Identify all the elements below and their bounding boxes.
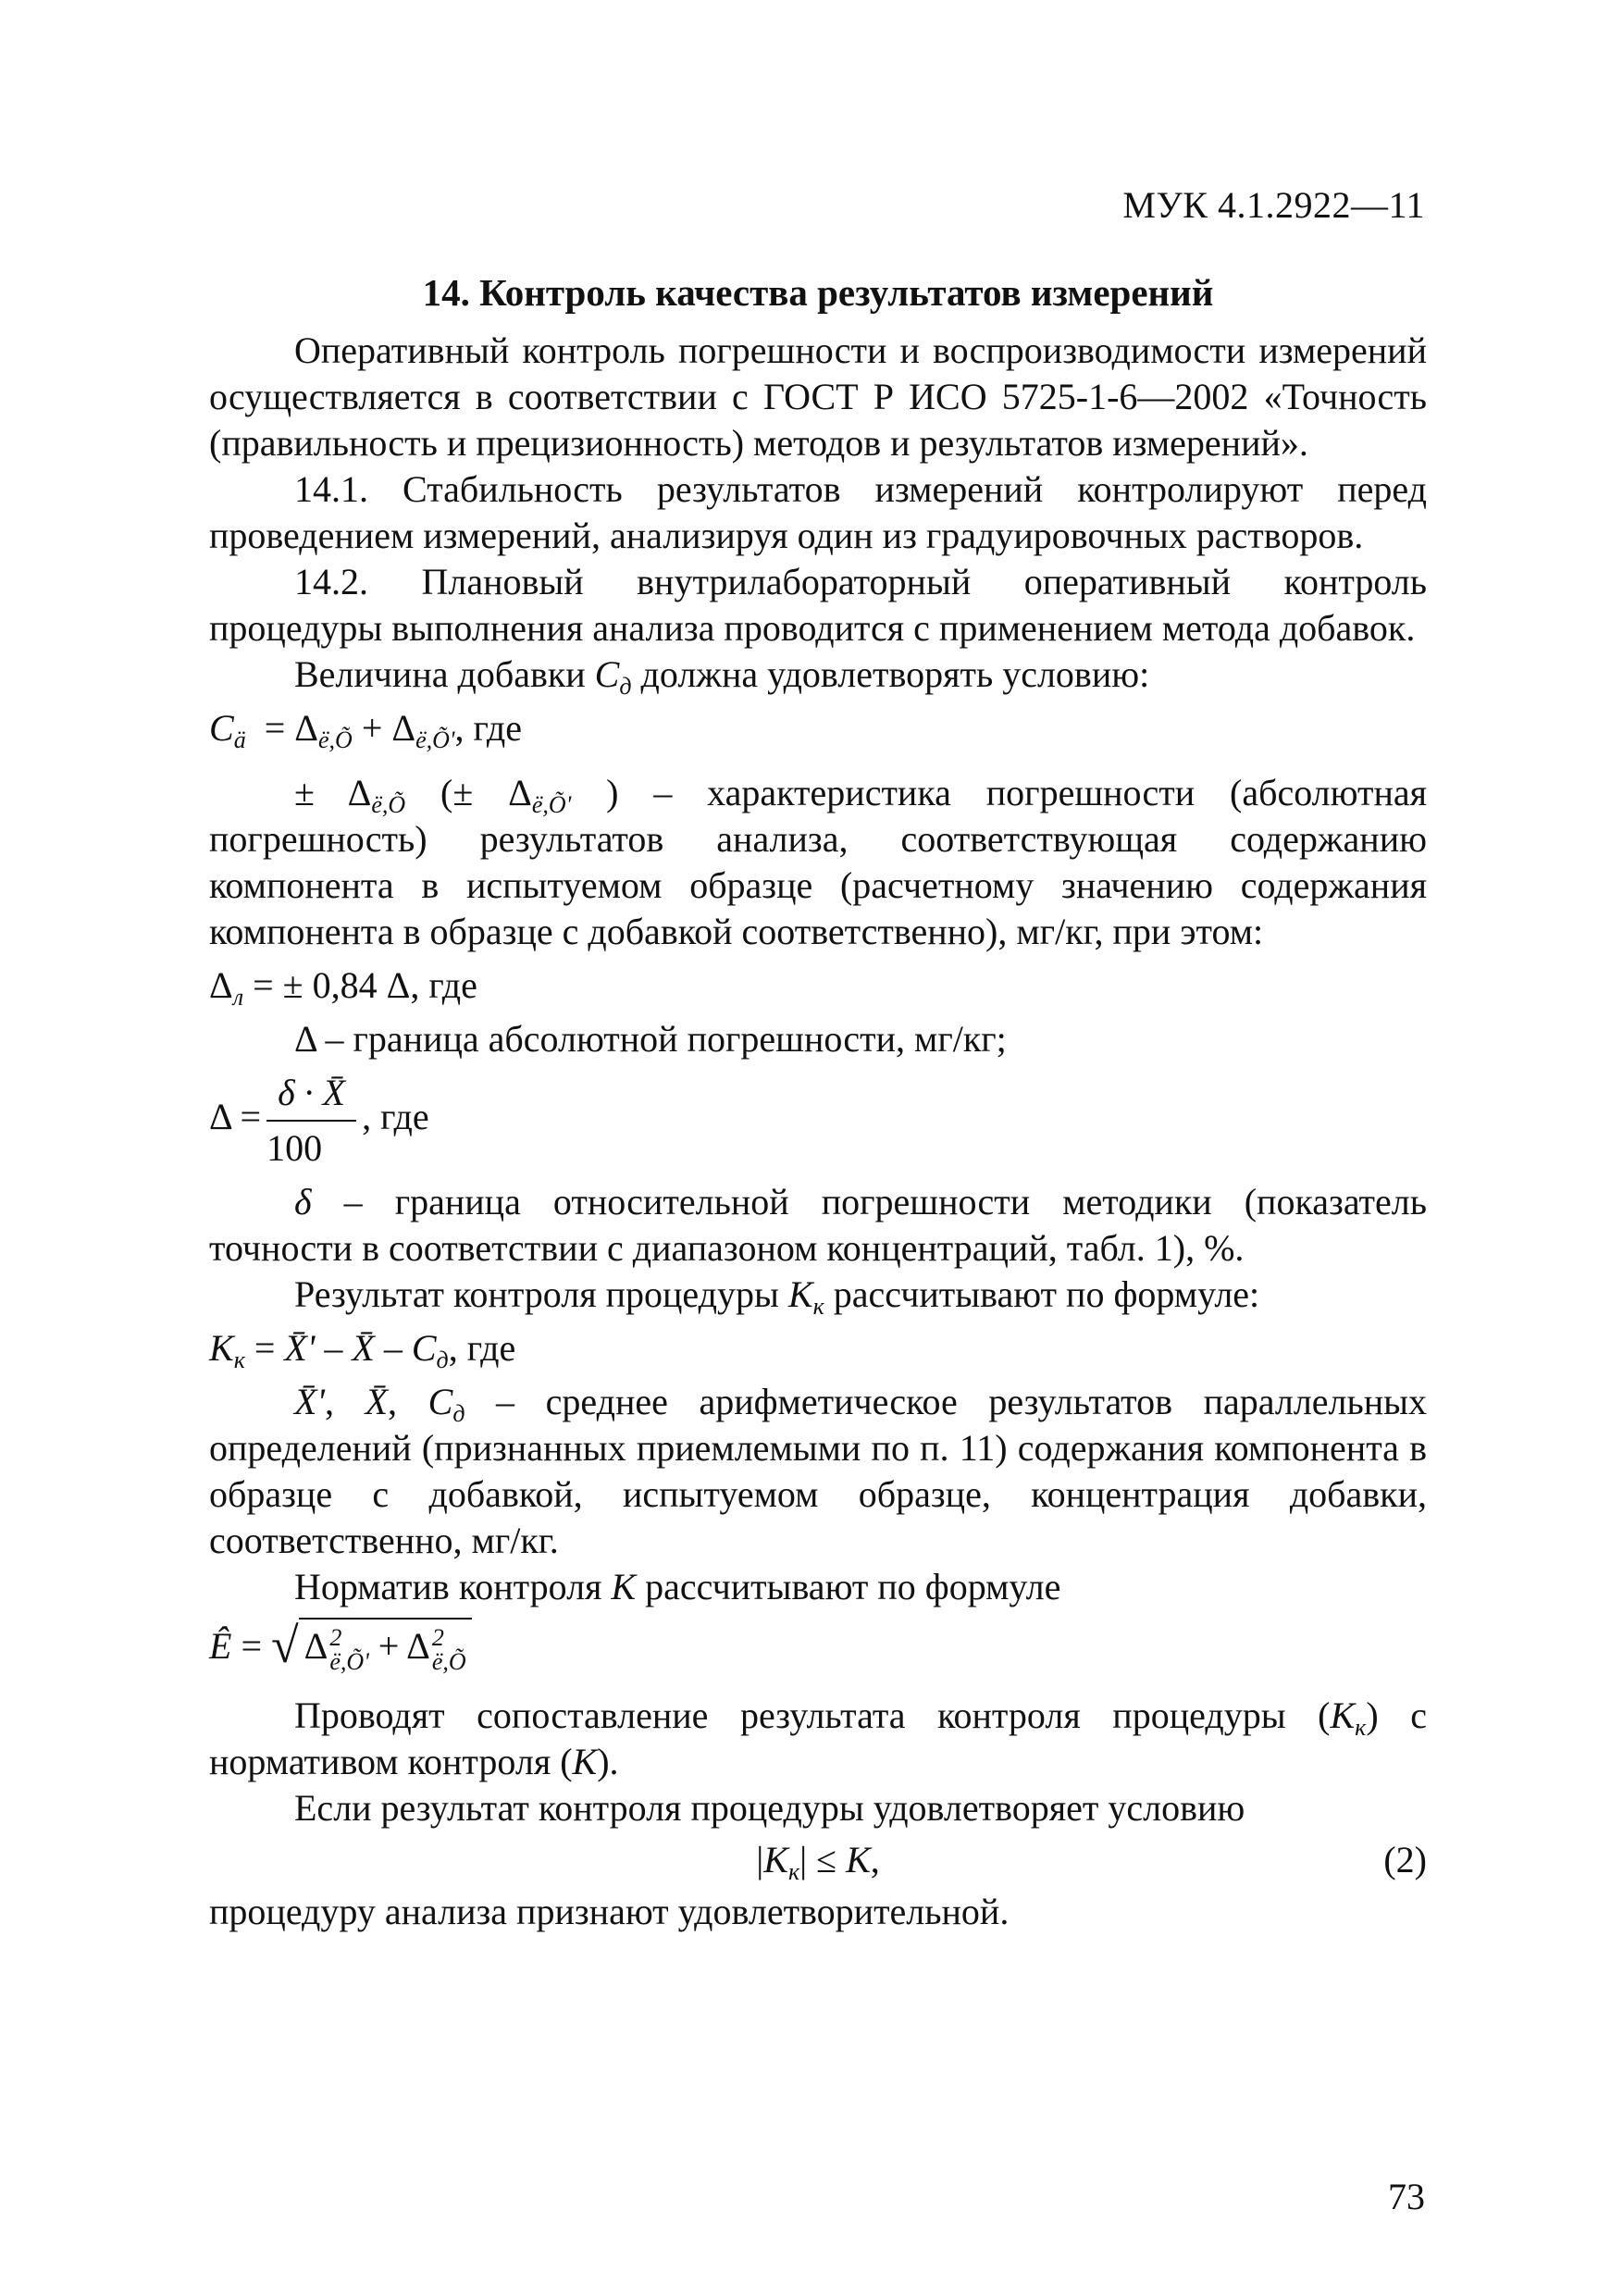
- sub-superscript: [329, 1623, 369, 1675]
- less-equal-sign: ≤: [816, 1838, 837, 1880]
- text: – граница относительной погрешности методики (показатель точности в соответствии с диапазоном концентраций, табл. 1), %.: [209, 1181, 1427, 1269]
- subscript: ë,Õ: [431, 1647, 466, 1675]
- subscript: д: [619, 673, 632, 700]
- paragraph-xbar-definitions: [209, 1379, 1427, 1564]
- text: ) с нормативом контроля (: [209, 1694, 1427, 1782]
- symbol-k: K: [846, 1838, 871, 1880]
- subscript: д: [452, 1400, 465, 1427]
- delta-symbol: Δ: [391, 707, 416, 749]
- fraction-denominator: 100: [266, 1127, 323, 1169]
- symbol-e-hat: Ê: [209, 1625, 232, 1667]
- text: = ± 0,84 Δ, где: [243, 964, 477, 1006]
- document-code: МУК 4.1.2922—11: [1122, 184, 1425, 226]
- subscript: ë,Õ: [317, 726, 353, 753]
- superscript: 2: [431, 1623, 444, 1651]
- subscript: л: [232, 984, 244, 1011]
- symbol-xbar-prime: X̄': [294, 1381, 325, 1422]
- subscript: д: [436, 1347, 449, 1373]
- text: Норматив контроля: [294, 1566, 612, 1607]
- delta-symbol: Δ: [347, 772, 372, 813]
- text: , где: [454, 707, 523, 749]
- radical-sign: √: [271, 1618, 299, 1673]
- minus-sign: –: [383, 1327, 403, 1369]
- superscript: 2: [329, 1623, 342, 1651]
- equals-sign: =: [240, 1096, 262, 1138]
- paragraph-norm: [209, 1564, 1427, 1610]
- symbol-xbar: X̄: [365, 1381, 389, 1422]
- subscript: к: [812, 1293, 824, 1320]
- fraction: [266, 1070, 356, 1172]
- equals-sign: =: [241, 1625, 262, 1667]
- text: |: [756, 1838, 764, 1880]
- paragraph-delta-bound: Δ – граница абсолютной погрешности, мг/кг;: [294, 1018, 1007, 1060]
- radicand: [299, 1618, 472, 1674]
- symbol-c: C: [209, 707, 234, 749]
- text: |: [799, 1838, 808, 1880]
- text: рассчитывают по формуле:: [824, 1273, 1260, 1315]
- sub-superscript: [431, 1623, 466, 1675]
- paragraph-14-2: 14.2. Плановый внутрилабораторный оперативный контроль процедуры выполнения анализа проводится с применением метода добавок.: [209, 561, 1427, 649]
- text: , где: [362, 1096, 429, 1138]
- paragraph-kk: [209, 1272, 1427, 1318]
- delta-symbol: Δ: [209, 1096, 231, 1138]
- delta-symbol: Δ: [304, 1625, 328, 1667]
- text: – характеристика погрешности (абсолютная погрешность) результатов анализа, соответствующая содержанию компонента в испытуемом образце (расчетному значению содержания компонента в образце с добавкой соответственно), мг/кг, при этом:: [209, 772, 1428, 952]
- fraction-numerator: δ · X̄: [266, 1070, 356, 1122]
- text: рассчитывают по формуле: [636, 1566, 1061, 1607]
- symbol-k: K: [209, 1327, 234, 1369]
- symbol-c: C: [594, 653, 620, 695]
- delta-symbol: Δ: [209, 964, 233, 1006]
- text: Величина добавки: [294, 653, 595, 695]
- symbol-c: C: [427, 1381, 453, 1422]
- minus-sign: –: [324, 1327, 343, 1369]
- delta-symbol: Δ: [508, 772, 532, 813]
- text: – среднее арифметическое результатов параллельных определений (признанных приемлемыми по п. 11) содержания компонента в образце с добавкой, испытуемом образце, концентрация добавки, соответственно, мг/кг.: [209, 1381, 1428, 1561]
- symbol-k: K: [1330, 1694, 1356, 1736]
- plus-minus: ±: [294, 772, 315, 813]
- subscript: ë,Õ': [531, 791, 572, 818]
- paragraph-delta-characteristic: [209, 770, 1427, 955]
- paragraph-compare: [209, 1693, 1427, 1785]
- text: Проводят сопоставление результата контроля процедуры (: [294, 1694, 1331, 1736]
- paragraph-relative-bound: [209, 1179, 1427, 1272]
- subscript: к: [787, 1857, 800, 1885]
- equation-number: (2): [1383, 1838, 1427, 1880]
- formula-condition: [209, 1837, 1427, 1883]
- text: , где: [448, 1327, 516, 1369]
- subscript: к: [1355, 1713, 1367, 1741]
- text: должна удовлетворять условию:: [631, 653, 1150, 695]
- paragraph-condition: Если результат контроля процедуры удовлетворяет условию: [294, 1786, 1245, 1829]
- text: (±: [440, 772, 474, 813]
- equals-sign: =: [254, 1327, 276, 1369]
- subscript: ë,Õ': [329, 1647, 369, 1675]
- text: ).: [597, 1740, 619, 1782]
- delta-symbol: Δ: [294, 707, 318, 749]
- symbol-k: K: [763, 1838, 788, 1880]
- symbol-c: C: [411, 1327, 437, 1369]
- formula-additive: [209, 705, 1427, 751]
- formula-norm: [209, 1618, 1427, 1674]
- symbol-k: K: [611, 1566, 637, 1607]
- plus-sign: +: [378, 1625, 400, 1667]
- text: ,: [388, 1381, 398, 1422]
- text: ): [606, 772, 619, 813]
- subscript: ë,Õ': [415, 726, 455, 753]
- text: ,: [325, 1381, 334, 1422]
- subscript: ë,Õ: [371, 791, 406, 818]
- subscript: к: [233, 1347, 245, 1373]
- delta-relative-symbol: δ: [294, 1181, 312, 1222]
- text: Результат контроля процедуры: [294, 1273, 788, 1315]
- symbol-xbar: X̄: [352, 1327, 375, 1369]
- formula-kk: [209, 1325, 1427, 1371]
- page-number: 73: [1388, 2176, 1425, 2217]
- equals-sign: =: [264, 707, 286, 749]
- text: ,: [870, 1838, 880, 1880]
- paragraph-intro: Оперативный контроль погрешности и воспроизводимости измерений осуществляется в соответствии с ГОСТ Р ИСО 5725-1-6—2002 «Точность (правильность и прецизионность) методов и результатов измерений».: [209, 329, 1427, 464]
- plus-sign: +: [361, 707, 383, 749]
- symbol-xbar-prime: X̄': [284, 1327, 316, 1369]
- paragraph-additive: [209, 652, 1427, 698]
- symbol-k: K: [787, 1273, 813, 1315]
- formula-delta-fraction: [209, 1070, 1427, 1172]
- paragraph-final: процедуру анализа признают удовлетворительной.: [209, 1890, 1010, 1932]
- paragraph-14-1: 14.1. Стабильность результатов измерений контролируют перед проведением измерений, анализируя один из градуировочных растворов.: [209, 468, 1427, 556]
- formula-delta-l: [209, 962, 1427, 1009]
- page-body: [209, 267, 1427, 1935]
- subscript: ä: [233, 726, 246, 753]
- symbol-k: K: [572, 1740, 598, 1782]
- delta-symbol: Δ: [406, 1625, 430, 1667]
- section-title: 14. Контроль качества результатов измерений: [422, 271, 1214, 314]
